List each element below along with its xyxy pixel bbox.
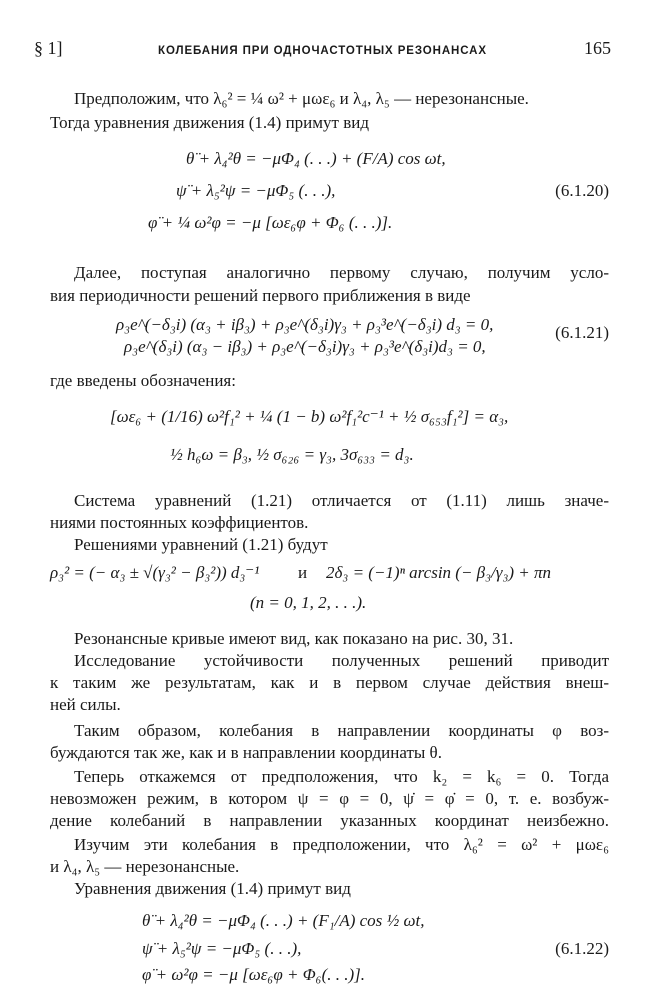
equation-line: ρ₃e^(−δ₃i) (α₃ + iβ₃) + ρ₃e^(δ₃i)γ₃ + ρ₃³e^(−δ₃i) d₃ = 0, [116, 315, 494, 334]
text-line: Тогда уравнения движения (1.4) примут вид [50, 113, 369, 132]
text-line: ней силы. [50, 695, 121, 714]
equation-line: ρ₃e^(δ₃i) (α₃ − iβ₃) + ρ₃e^(−δ₃i)γ₃ + ρ₃³e^(δ₃i)d₃ = 0, [124, 337, 486, 356]
equation-line: θ̈ + λ₄²θ = −μΦ₄ (. . .) + (F/A) cos ωt, [186, 149, 446, 168]
equation-number: (6.1.22) [555, 939, 609, 958]
text-line: Уравнения движения (1.4) примут вид [74, 879, 351, 898]
equation-line: 2δ₃ = (−1)ⁿ arcsin (− β₃/γ₃) + πn [326, 563, 552, 582]
text-line: вия периодичности решений первого приближения в виде [50, 286, 471, 305]
equation-line: [ωε₆ + (1/16) ω²f₁² + ¼ (1 − b) ω²f₁²c⁻¹ + ½ σ₆₅₃f₁²] = α₃, [110, 407, 509, 426]
equation-line: θ̈ + λ₄²θ = −μΦ₄ (. . .) + (F₁/A) cos ½ ωt, [142, 911, 425, 930]
page-number: 165 [584, 38, 611, 58]
equation-line: ρ₃² = (− α₃ ± √(γ₃² − β₃²)) d₃⁻¹ [50, 563, 260, 582]
text-line: Таким образом, колебания в направлении координаты φ воз- [74, 721, 609, 740]
text-line: Изучим эти колебания в предположении, что λ₆² = ω² + μωε₆ [74, 835, 609, 854]
equation-line: ψ̈ + λ₅²ψ = −μΦ₅ (. . .), [142, 939, 302, 958]
equation-number: (6.1.20) [555, 181, 609, 200]
text-line: и λ₄, λ₅ — нерезонансные. [50, 857, 240, 876]
text-line: ниями постоянных коэффициентов. [50, 513, 309, 532]
text-line: Предположим, что λ₆² = ¼ ω² + μωε₆ и λ₄, λ₅ — нерезонансные. [74, 89, 529, 108]
text-line: Исследование устойчивости полученных решений приводит [74, 651, 609, 670]
text-line: где введены обозначения: [50, 371, 236, 390]
section-mark: § 1] [34, 38, 63, 58]
text-line: Решениями уравнений (1.21) будут [74, 535, 328, 554]
equation-line: ½ h₆ω = β₃, ½ σ₆₂₆ = γ₃, 3σ₆₃₃ = d₃. [170, 445, 414, 464]
text-line: к таким же результатам, как и в первом случае действия внеш- [50, 673, 609, 692]
text-line: Далее, поступая аналогично первому случаю, получим усло- [74, 263, 609, 282]
equation-line: φ̈ + ω²φ = −μ [ωε₆φ + Φ₆(. . .)]. [142, 965, 366, 984]
equation-line: φ̈ + ¼ ω²φ = −μ [ωε₆φ + Φ₆ (. . .)]. [148, 213, 393, 232]
text-line: невозможен режим, в котором ψ = φ = 0, ψ̇ = φ̇ = 0, т. е. возбуж- [50, 789, 609, 808]
equation-line: ψ̈ + λ₅²ψ = −μΦ₅ (. . .), [176, 181, 336, 200]
text-line: Теперь откажемся от предположения, что k₂ = k₆ = 0. Тогда [74, 767, 609, 786]
equation-line: (n = 0, 1, 2, . . .). [250, 593, 367, 612]
text-line: Резонансные кривые имеют вид, как показано на рис. 30, 31. [74, 629, 514, 648]
text-line: буждаются так же, как и в направлении координаты θ. [50, 743, 442, 762]
text-line: и [298, 563, 308, 582]
running-title: КОЛЕБАНИЯ ПРИ ОДНОЧАСТОТНЫХ РЕЗОНАНСАХ [158, 45, 487, 57]
text-line: Система уравнений (1.21) отличается от (1.11) лишь значе- [74, 491, 609, 510]
equation-number: (6.1.21) [555, 323, 609, 342]
text-line: дение колебаний в направлении указанных координат неизбежно. [50, 811, 609, 830]
running-header [34, 38, 611, 62]
